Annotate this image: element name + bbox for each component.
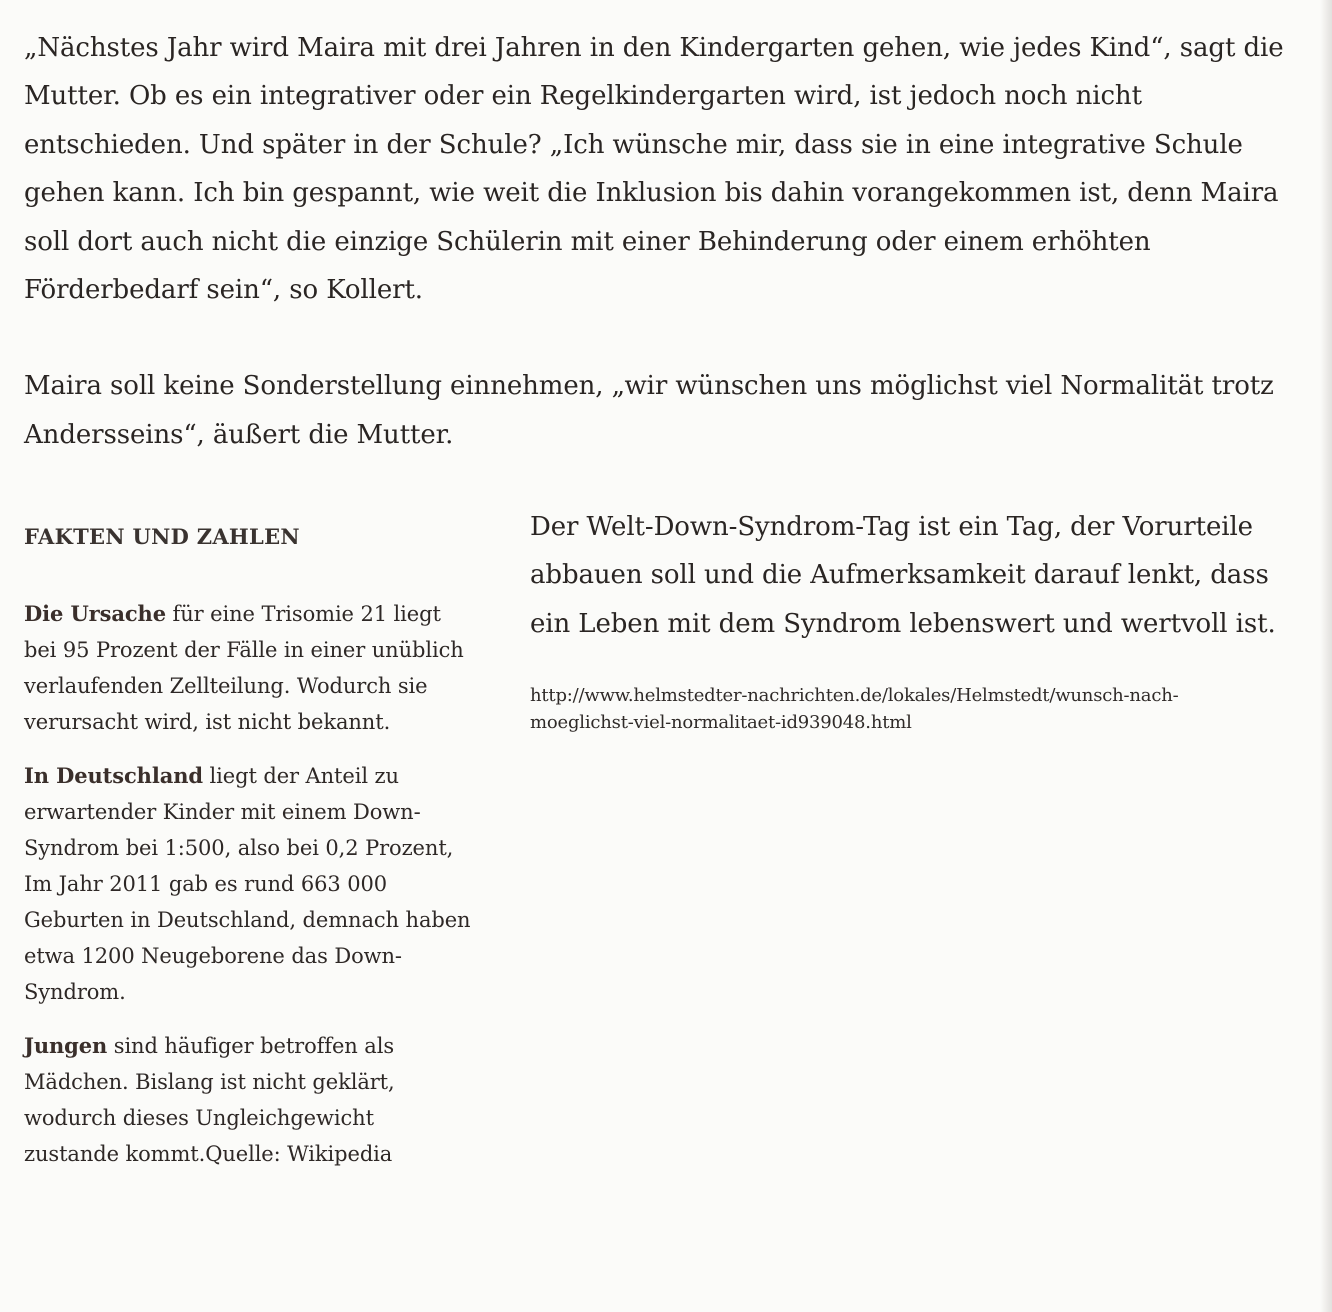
article-body	[24, 24, 1294, 459]
fact-item	[24, 758, 474, 1010]
fact-text: liegt der Anteil zu erwartender Kinder mit einem Down-Syndrom bei 1:500, also bei 0,2 Prozent, Im Jahr 2011 gab es rund 663 000 Geburten in Deutschland, demnach haben etwa 1200 Neugeborene das Down-Syndrom.	[24, 764, 471, 1004]
article-paragraph-1: „Nächstes Jahr wird Maira mit drei Jahren in den Kindergarten gehen, wie jedes Kind“, sagt die Mutter. Ob es ein integrativer oder ein Regelkindergarten wird, ist jedoch noch nicht entschieden. Und später in der Schule? „Ich wünsche mir, dass sie in eine integrative Schule gehen kann. Ich bin gespannt, wie weit die Inklusion bis dahin vorangekommen ist, denn Maira soll dort auch nicht die einzige Schülerin mit einer Behinderung oder einem erhöhten Förderbedarf sein“, so Kollert.	[24, 33, 1284, 306]
facts-box	[24, 520, 474, 1190]
facts-heading: FAKTEN UND ZAHLEN	[24, 524, 300, 549]
fact-lead: Jungen	[24, 1033, 108, 1058]
fact-item	[24, 596, 474, 740]
fact-lead: Die Ursache	[24, 601, 166, 626]
fact-text: für eine Trisomie 21 liegt bei 95 Prozent der Fälle in einer unüblich verlaufenden Zellteilung. Wodurch sie verursacht wird, ist nicht bekannt.	[24, 602, 464, 734]
article-paragraph-2: Maira soll keine Sonderstellung einnehmen, „wir wünschen uns möglichst viel Normalität trotz Andersseins“, äußert die Mutter.	[24, 371, 1274, 450]
fact-item	[24, 1028, 474, 1172]
sidebar	[530, 503, 1290, 736]
fact-lead: In Deutschland	[24, 763, 203, 788]
page-edge	[1320, 0, 1332, 1312]
sidebar-text: Der Welt-Down-Syndrom-Tag ist ein Tag, der Vorurteile abbauen soll und die Aufmerksamkeit darauf lenkt, dass ein Leben mit dem Syndrom lebenswert und wertvoll ist.	[530, 512, 1276, 639]
source-url: http://www.helmstedter-nachrichten.de/lokales/Helmstedt/wunsch-nach-moeglichst-viel-normalitaet-id939048.html	[530, 685, 1179, 734]
fact-text: sind häufiger betroffen als Mädchen. Bislang ist nicht geklärt, wodurch dieses Ungleichgewicht zustande kommt.Quelle: Wikipedia	[24, 1034, 395, 1166]
